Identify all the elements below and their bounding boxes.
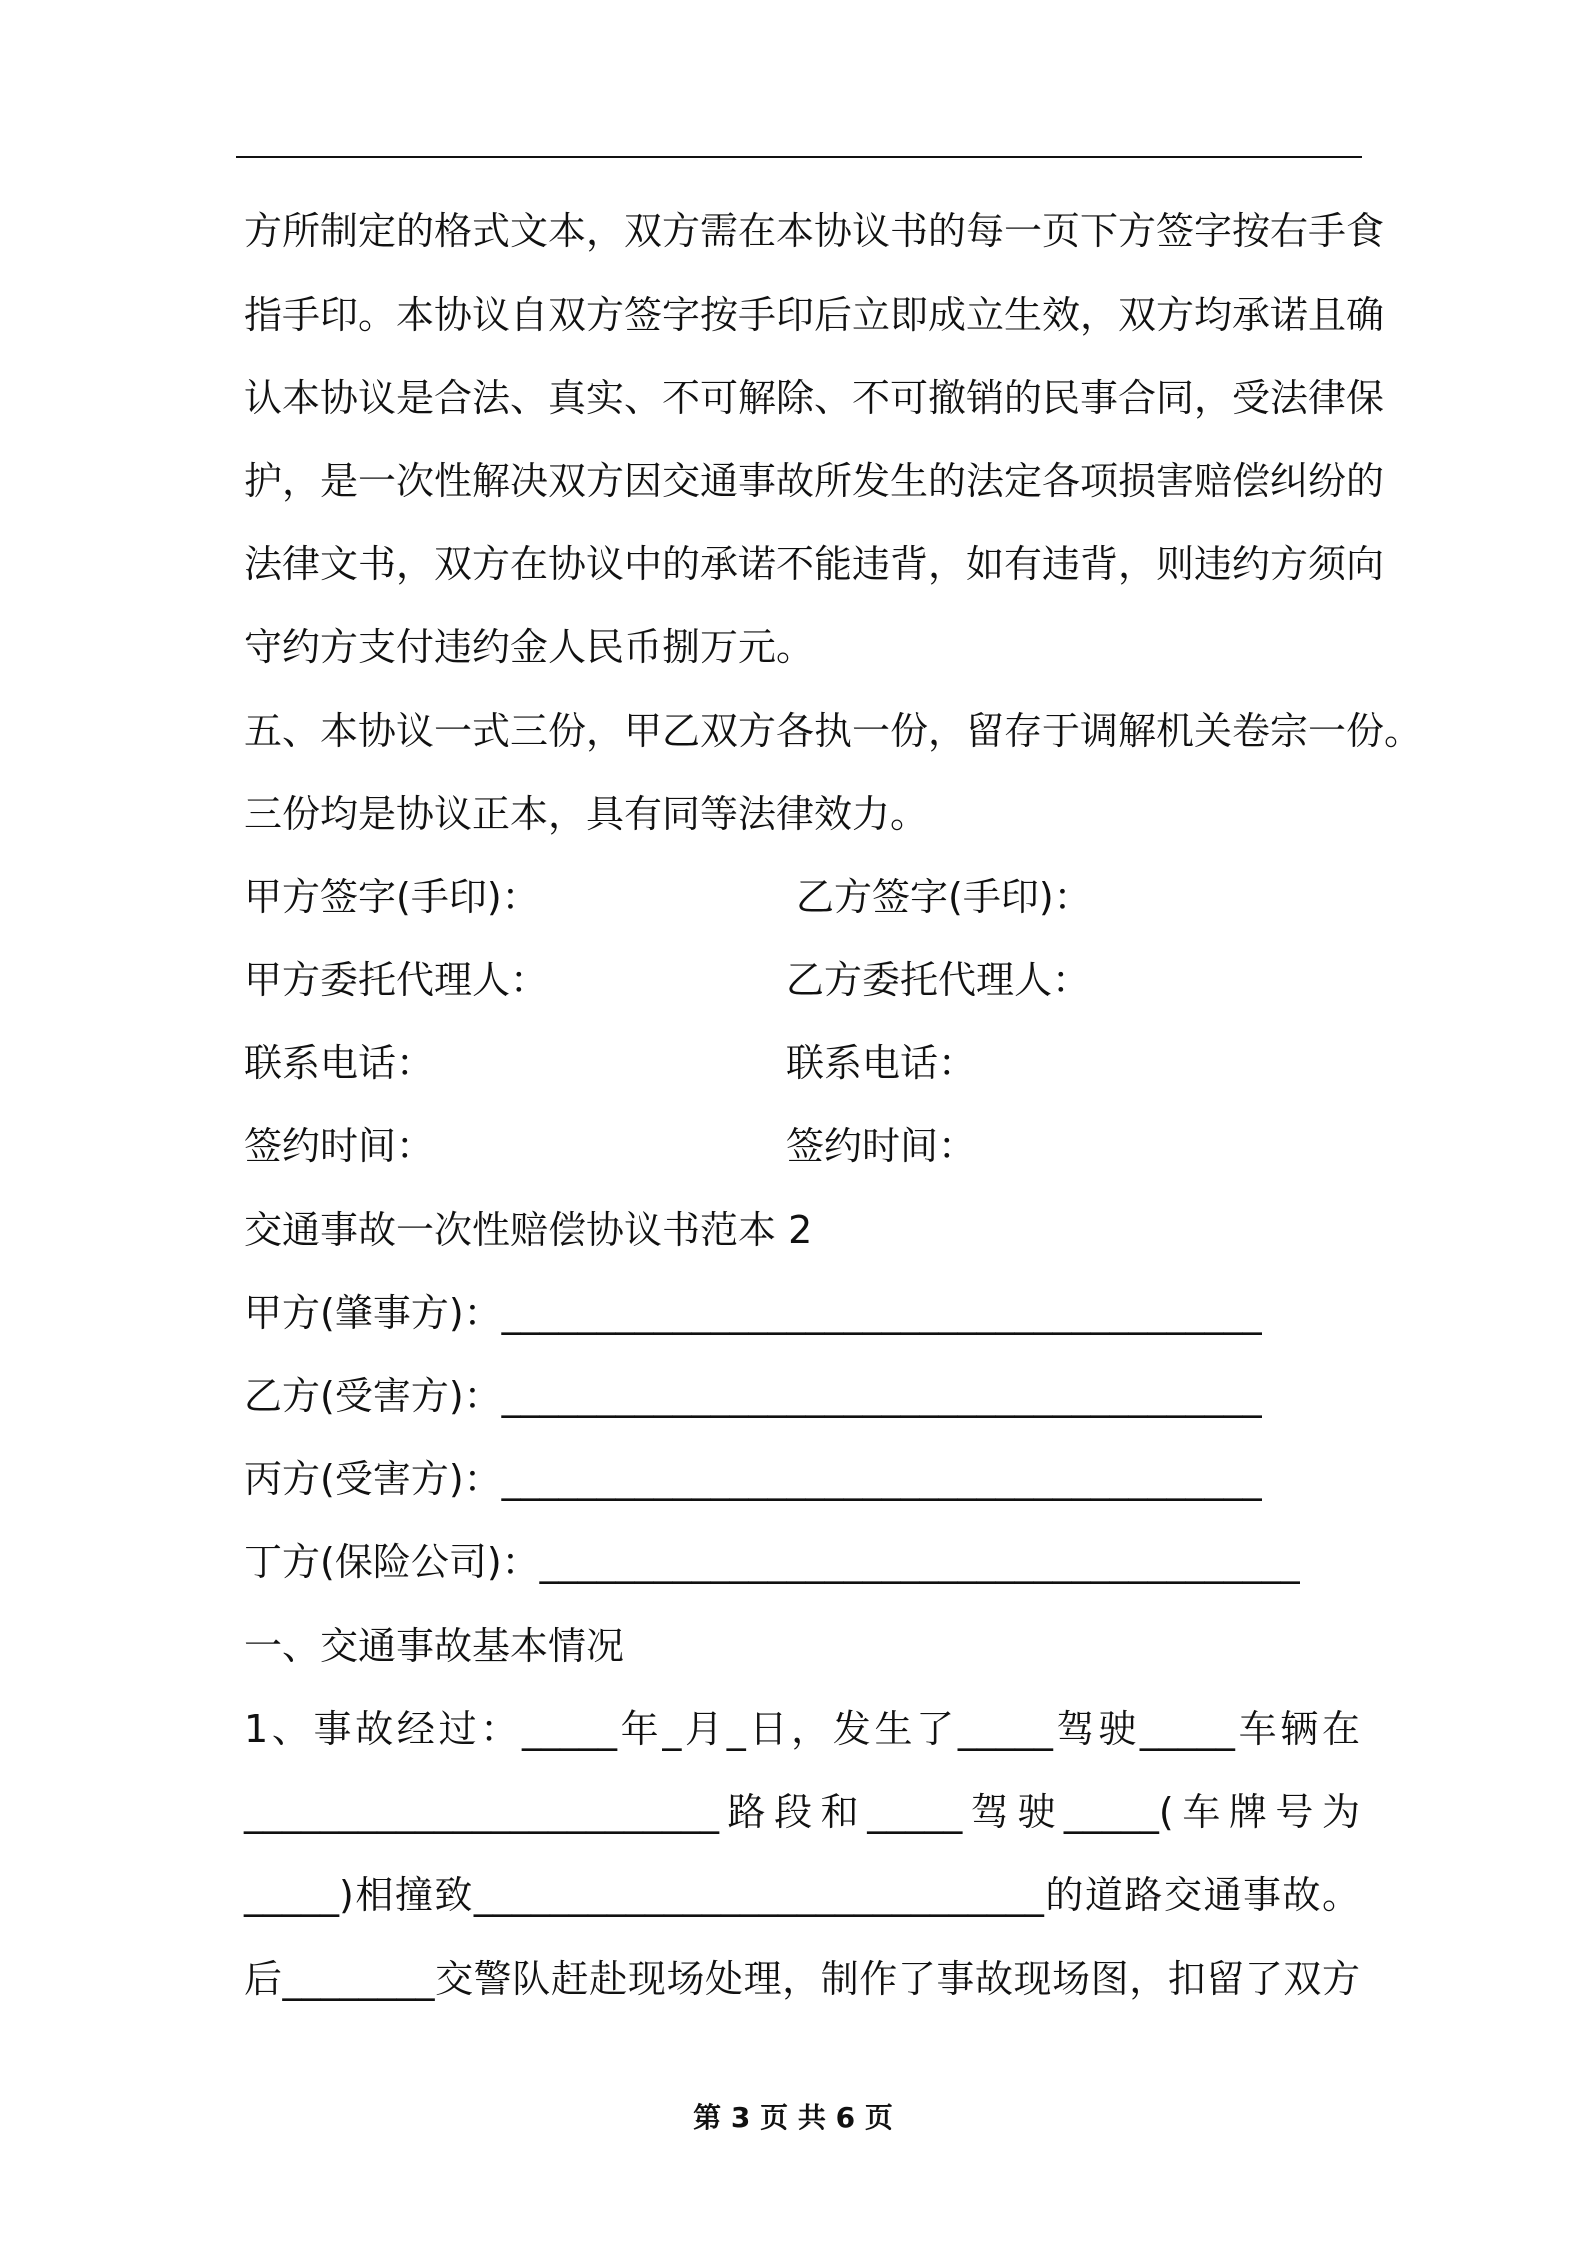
party-a-phone-label: 联系电话： [244, 1041, 435, 1085]
accident-line: _________________________路段和_____驾驶_____(车牌号为 [244, 1790, 1360, 1834]
section-title: 交通事故一次性赔偿协议书范本 2 [244, 1208, 813, 1252]
party-b-signature-label: 乙方签字(手印)： [796, 875, 1092, 919]
party-a-line: 甲方(肇事方)：________________________________________ [244, 1291, 1262, 1335]
header-divider [236, 156, 1362, 158]
accident-line: 后________交警队赶赴现场处理，制作了事故现场图，扣留了双方 [244, 1957, 1360, 2001]
body-line: 护，是一次性解决双方因交通事故所发生的法定各项损害赔偿纠纷的 [244, 459, 1385, 503]
body-line: 指手印。本协议自双方签字按手印后立即成立生效，双方均承诺且确 [244, 293, 1385, 337]
body-line: 守约方支付违约金人民币捌万元。 [244, 625, 815, 669]
body-line: 认本协议是合法、真实、不可解除、不可撤销的民事合同，受法律保 [244, 376, 1385, 420]
body-line: 五、本协议一式三份，甲乙双方各执一份，留存于调解机关卷宗一份。 [244, 709, 1423, 753]
accident-line: 1、事故经过：_____年_月_日，发生了_____驾驶_____车辆在 [244, 1707, 1360, 1751]
page-number-footer: 第 3 页 共 6 页 [693, 2101, 893, 2134]
party-b-phone-label: 联系电话： [786, 1041, 977, 1085]
party-a-signature-label: 甲方签字(手印)： [244, 875, 540, 919]
accident-line: _____)相撞致______________________________的道路交通事故。 [244, 1873, 1360, 1917]
party-a-agent-label: 甲方委托代理人： [244, 958, 549, 1002]
party-b-date-label: 签约时间： [786, 1124, 977, 1168]
body-line: 法律文书，双方在协议中的承诺不能违背，如有违背，则违约方须向 [244, 542, 1385, 586]
party-b-line: 乙方(受害方)：________________________________________ [244, 1374, 1262, 1418]
body-line: 三份均是协议正本，具有同等法律效力。 [244, 792, 929, 836]
party-c-line: 丙方(受害方)：________________________________________ [244, 1457, 1262, 1501]
party-d-line: 丁方(保险公司)：________________________________________ [244, 1540, 1300, 1584]
heading-accident-info: 一、交通事故基本情况 [244, 1624, 625, 1668]
body-line: 方所制定的格式文本，双方需在本协议书的每一页下方签字按右手食 [244, 209, 1385, 253]
party-a-date-label: 签约时间： [244, 1124, 435, 1168]
party-b-agent-label: 乙方委托代理人： [786, 958, 1091, 1002]
